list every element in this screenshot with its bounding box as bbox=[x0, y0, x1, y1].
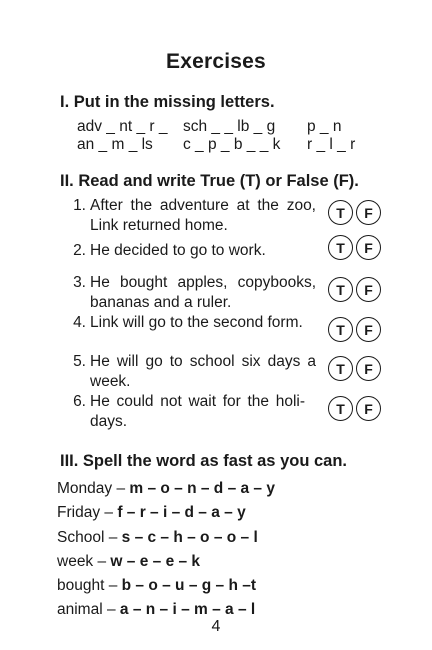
spell-word: School bbox=[57, 528, 105, 546]
false-circle[interactable]: F bbox=[356, 396, 381, 421]
item-number: 2. bbox=[73, 242, 86, 259]
statement-text: He could not wait for the holi-days. bbox=[90, 393, 305, 430]
spelling-line bbox=[57, 501, 275, 525]
spell-word: week bbox=[57, 552, 94, 570]
section-2-heading: II. Read and write True (T) or False (F). bbox=[60, 172, 359, 190]
section-1-heading: I. Put in the missing letters. bbox=[60, 93, 275, 111]
dash-separator: – bbox=[104, 528, 122, 546]
spell-letters: b – o – u – g – h –t bbox=[121, 577, 257, 595]
dash-separator: – bbox=[93, 552, 111, 570]
page-title: Exercises bbox=[166, 50, 266, 73]
missing-letters-row bbox=[77, 136, 355, 154]
true-circle[interactable]: T bbox=[328, 277, 353, 302]
true-circle[interactable]: T bbox=[328, 235, 353, 260]
true-circle[interactable]: T bbox=[328, 200, 353, 225]
missing-word: p _ n bbox=[307, 118, 342, 135]
missing-word: c _ p _ b _ _ k bbox=[183, 136, 281, 153]
dash-separator: – bbox=[100, 504, 118, 522]
missing-word: an _ m _ ls bbox=[77, 136, 153, 153]
spell-letters: m – o – n – d – a – y bbox=[129, 480, 275, 497]
section-3-heading: III. Spell the word as fast as you can. bbox=[60, 452, 348, 470]
true-circle[interactable]: T bbox=[328, 317, 353, 342]
spell-letters: w – e – e – k bbox=[110, 552, 201, 570]
true-circle[interactable]: T bbox=[328, 396, 353, 421]
item-number: 3. bbox=[73, 274, 86, 291]
page-number: 4 bbox=[211, 618, 221, 635]
spell-word: bought bbox=[57, 577, 105, 595]
item-number: 4. bbox=[73, 314, 86, 331]
dash-separator: – bbox=[102, 601, 120, 619]
missing-letters-row bbox=[77, 118, 355, 136]
missing-word: r _ l _ r bbox=[307, 136, 356, 153]
statement-text: He bought apples, copybooks, bananas and a ruler. bbox=[90, 274, 316, 311]
spell-word: Friday bbox=[57, 504, 101, 522]
dash-separator: – bbox=[112, 480, 130, 497]
missing-word: adv _ nt _ r _ bbox=[77, 118, 168, 135]
spell-letters: a – n – i – m – a – l bbox=[119, 601, 256, 619]
missing-letters-grid bbox=[77, 118, 355, 154]
spell-word: animal bbox=[57, 601, 103, 619]
false-circle[interactable]: F bbox=[356, 235, 381, 260]
false-circle[interactable]: F bbox=[356, 356, 381, 381]
item-number: 1. bbox=[73, 197, 86, 214]
statement-text: Link will go to the second form. bbox=[90, 314, 303, 331]
true-circle[interactable]: T bbox=[328, 356, 353, 381]
false-circle[interactable]: F bbox=[356, 200, 381, 225]
spelling-line bbox=[57, 574, 275, 598]
missing-word: sch _ _ lb _ g bbox=[183, 118, 276, 135]
false-circle[interactable]: F bbox=[356, 277, 381, 302]
spell-word: Monday bbox=[57, 480, 113, 497]
spelling-line bbox=[57, 550, 275, 574]
item-number: 6. bbox=[73, 393, 86, 410]
item-number: 5. bbox=[73, 353, 86, 370]
statement-text: He will go to school six days a week. bbox=[90, 353, 316, 390]
spelling-line bbox=[57, 526, 275, 550]
statement-text: He decided to go to work. bbox=[90, 242, 266, 259]
spell-letters: f – r – i – d – a – y bbox=[117, 504, 246, 522]
spelling-line bbox=[57, 477, 275, 501]
dash-separator: – bbox=[104, 577, 122, 595]
spelling-list bbox=[57, 477, 275, 623]
statement-text: After the adventure at the zoo, Link returned home. bbox=[90, 197, 316, 234]
false-circle[interactable]: F bbox=[356, 317, 381, 342]
spell-letters: s – c – h – o – o – l bbox=[121, 528, 258, 546]
